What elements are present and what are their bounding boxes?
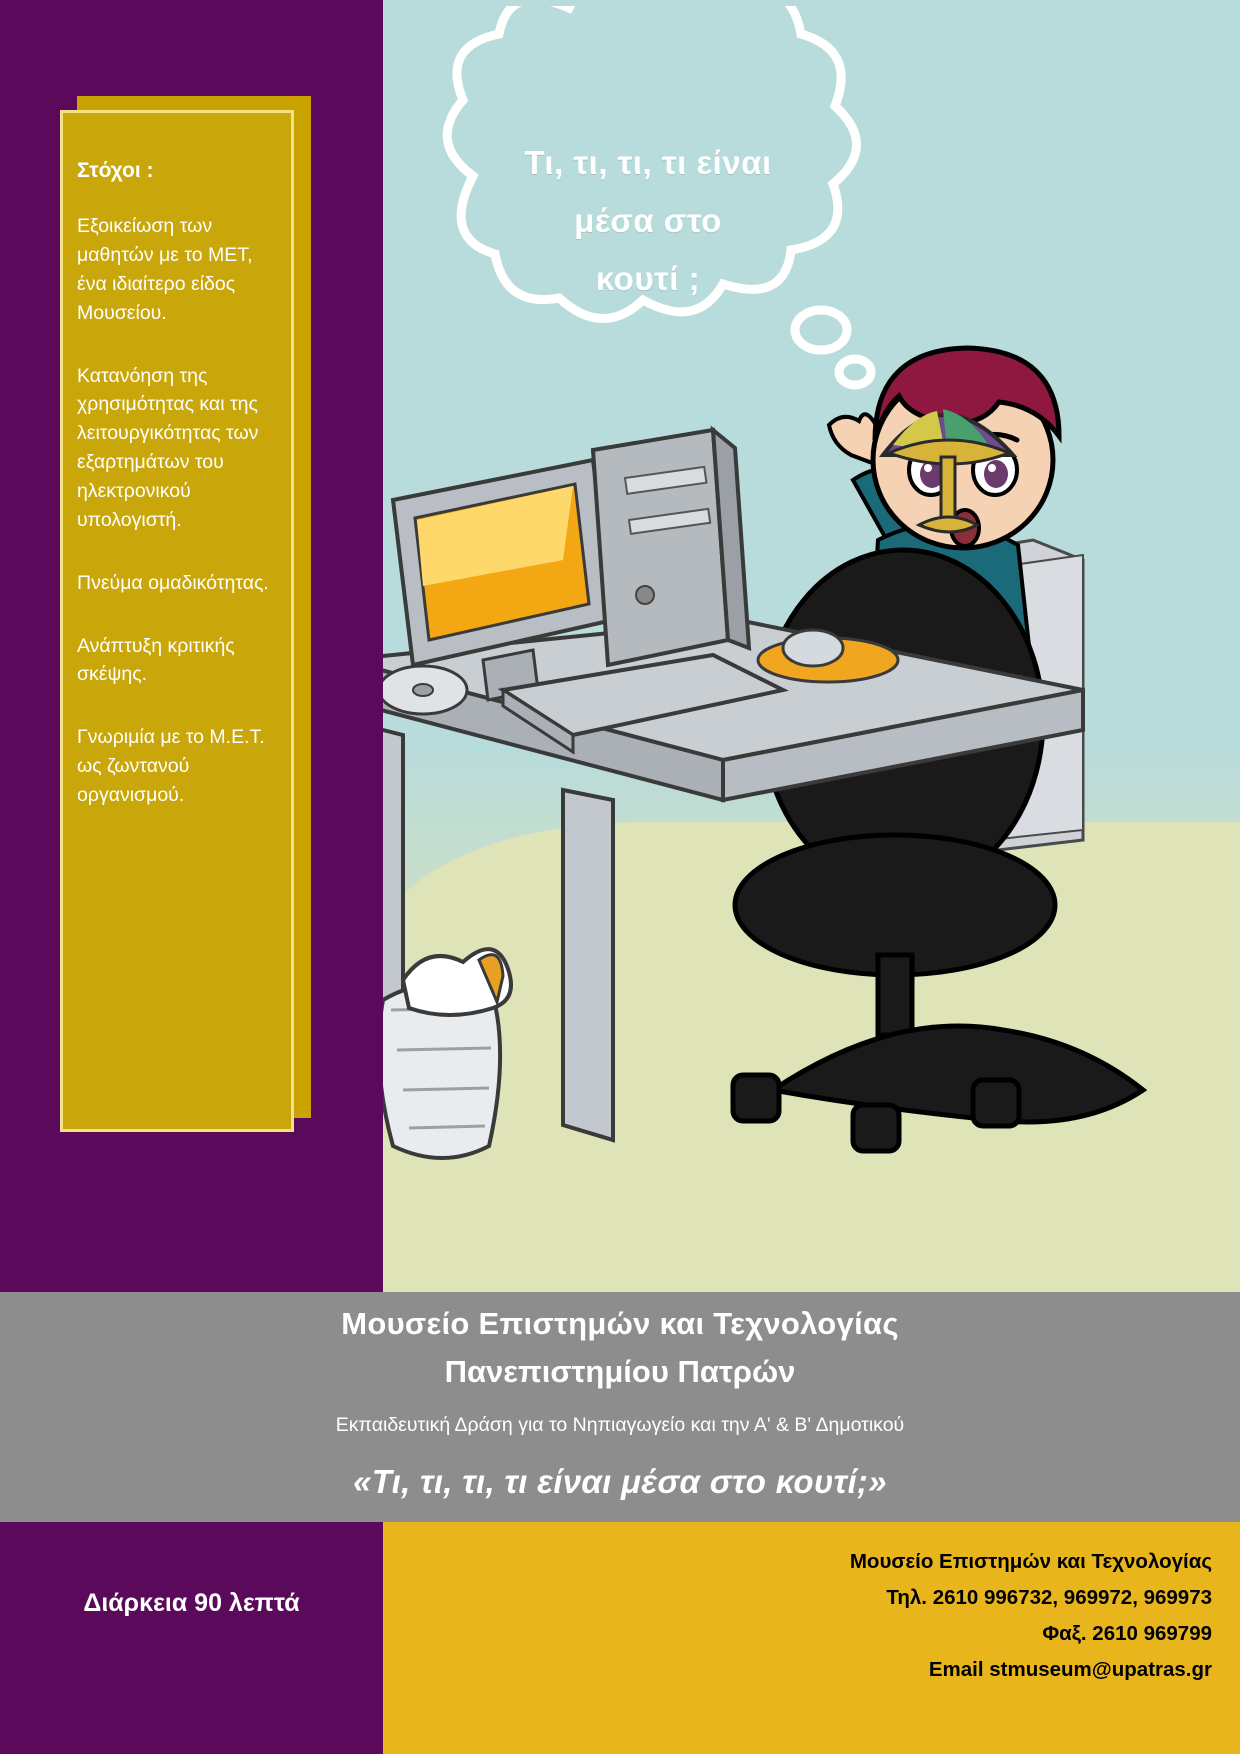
title-banner [0, 1292, 1240, 1522]
contact-phone: Τηλ. 2610 996732, 969972, 969973 [886, 1585, 1212, 1609]
contact-email: Email stmuseum@upatras.gr [928, 1657, 1212, 1681]
thought-bubble-text [403, 134, 893, 307]
goals-item: Γνωριμία με το Μ.Ε.Τ. ως ζωντανού οργανισμού. [77, 726, 265, 806]
contact-fax: Φαξ. 2610 969799 [1042, 1621, 1212, 1645]
goals-item: Εξοικείωση των μαθητών με το ΜΕΤ, ένα ιδιαίτερο είδος Μουσείου. [77, 215, 253, 324]
wastebasket-icon [383, 949, 511, 1158]
banner-quote-title: «Τι, τι, τι, τι είναι μέσα στο κουτί;» [353, 1463, 887, 1500]
footer-duration-panel [0, 1522, 383, 1754]
banner-subtitle: Εκπαιδευτική Δράση για το Νηπιαγωγείο και την Α' & Β' Δημοτικού [335, 1414, 905, 1436]
goals-box [60, 110, 294, 1132]
goals-item: Κατανόηση της χρησιμότητας και της λειτουργικότητας των εξαρτημάτων του ηλεκτρονικού υπολογιστή. [77, 364, 259, 531]
footer [0, 1522, 1240, 1754]
goals-item: Ανάπτυξη κριτικής σκέψης. [77, 634, 235, 686]
thought-line-1: Τι, τι, τι, τι είναι [524, 144, 772, 181]
goals-item: Πνεύμα ομαδικότητας. [77, 571, 269, 594]
duration-text: Διάρκεια 90 λεπτά [83, 1588, 300, 1617]
thought-line-3: κουτί ; [595, 259, 701, 297]
goals-title: Στόχοι : [77, 159, 154, 182]
illustration-scene [383, 0, 1240, 1292]
thought-line-2: μέσα στο [574, 201, 722, 239]
contact-name: Μουσείο Επιστημών και Τεχνολογίας [849, 1550, 1212, 1573]
thought-bubble [403, 6, 893, 406]
footer-contact-panel [383, 1522, 1240, 1754]
museum-name-line-2: Πανεπιστημίου Πατρών [444, 1354, 796, 1389]
computer-tower-icon [593, 430, 749, 665]
museum-name-line-1: Μουσείο Επιστημών και Τεχνολογίας [341, 1306, 899, 1341]
cd-icon [383, 666, 467, 714]
